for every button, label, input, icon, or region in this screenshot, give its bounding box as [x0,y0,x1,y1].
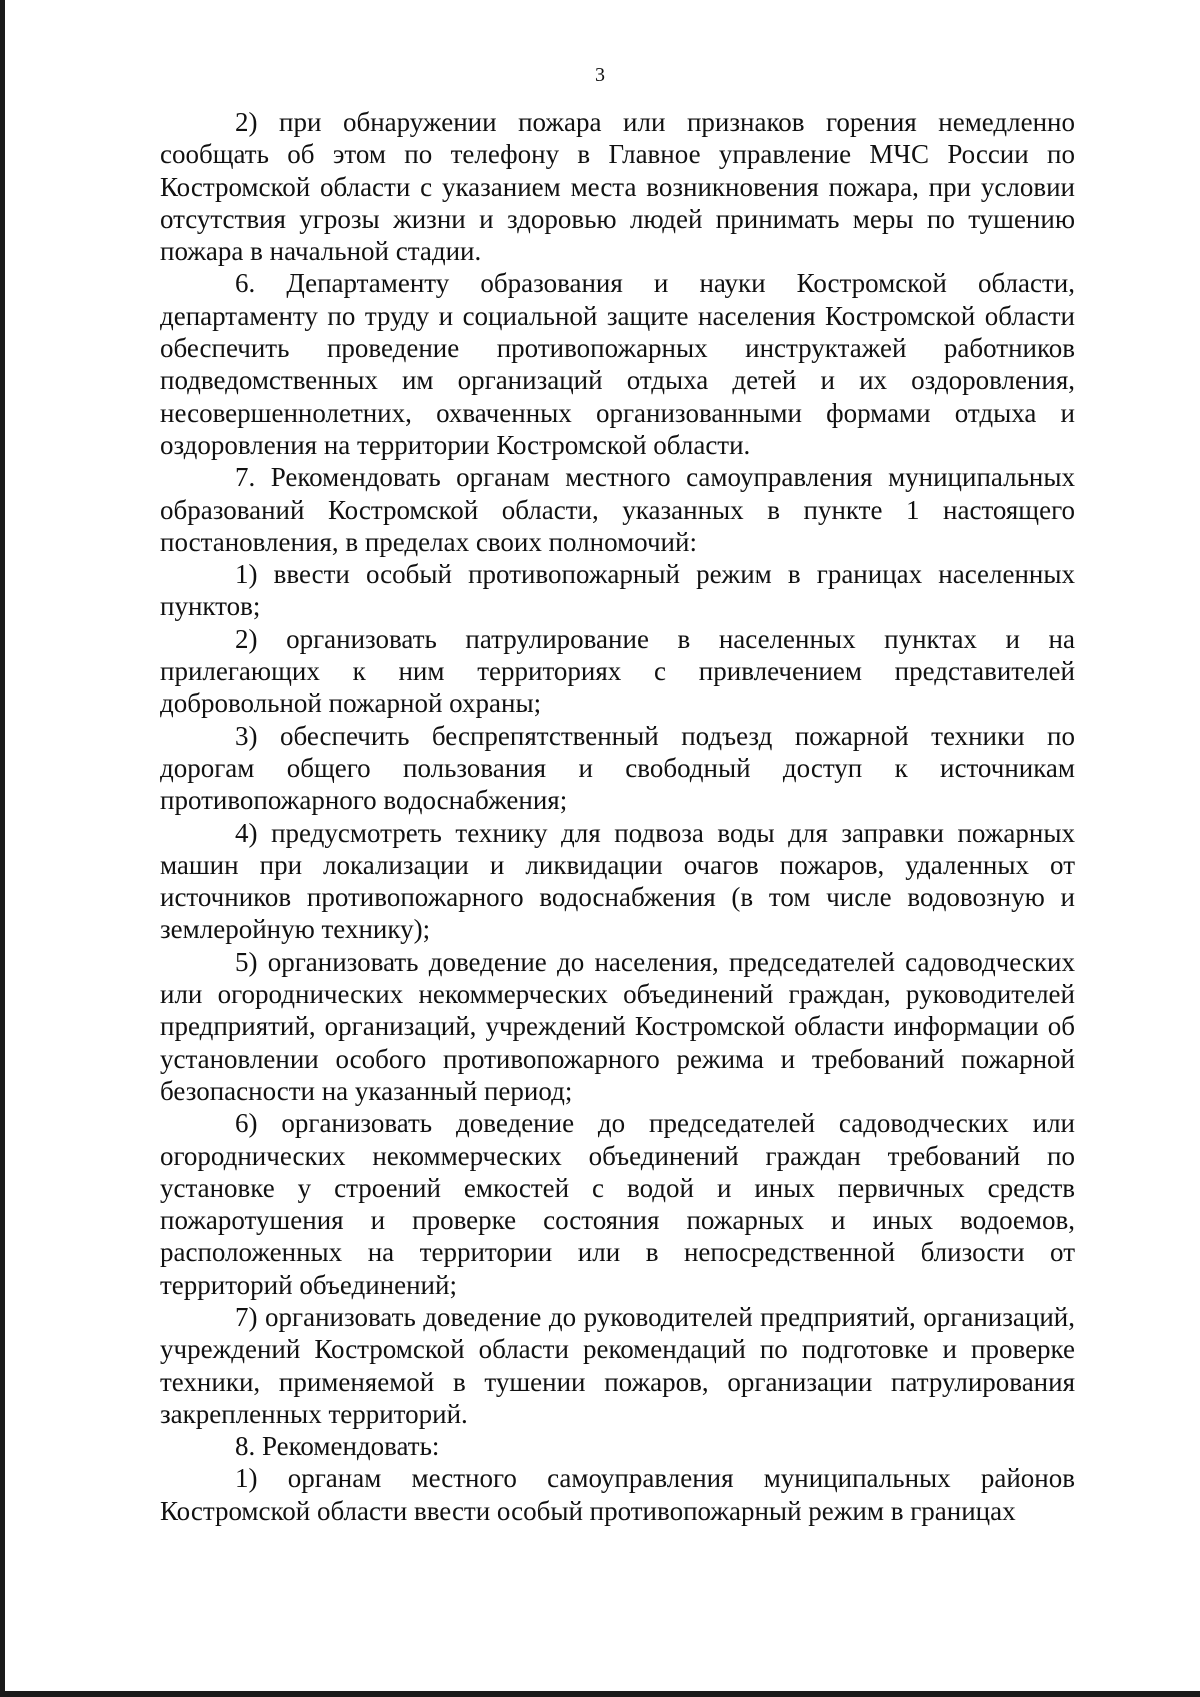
paragraph-7-item-6: 6) организовать доведение до председателей садоводческих или огороднических некоммерческих объединений граждан требований по установке у строений емкостей с водой и иных первичных средств пожаротушения и проверке состояния пожарных и иных водоемов, расположенных на территории или в непосредственной близости от территорий объединений; [160,1108,1075,1300]
page-number: 3 [595,64,605,86]
paragraph-8-item-1: 1) органам местного самоуправления муниципальных районов Костромской области ввести особый противопожарный режим в границах [160,1463,1075,1526]
paragraph-7-item-4: 4) предусмотреть технику для подвоза воды для заправки пожарных машин при локализации и ликвидации очагов пожаров, удаленных от источников противопожарного водоснабжения (в том числе водовозную и землеройную технику); [160,817,1075,945]
paragraph-7-item-7: 7) организовать доведение до руководителей предприятий, организаций, учреждений Костромской области рекомендаций по подготовке и проверке техники, применяемой в тушении пожаров, организации патрулирования закрепленных территорий. [160,1301,1075,1429]
paragraph-7-recommendation: 7. Рекомендовать органам местного самоуправления муниципальных образований Костромской области, указанных в пункте 1 настоящего постановления, в пределах своих полномочий: [160,462,1075,557]
scan-edge-left [0,0,5,1697]
paragraph-2-fire-reporting: 2) при обнаружении пожара или признаков горения немедленно сообщать об этом по телефону в Главное управление МЧС России по Костромской области с указанием места возникновения пожара, при условии отсутствия угрозы жизни и здоровью людей принимать меры по тушению пожара в начальной стадии. [160,107,1075,267]
paragraph-8-recommendation: 8. Рекомендовать: [235,1431,440,1462]
paragraph-7-item-2: 2) организовать патрулирование в населенных пунктах и на прилегающих к ним территориях с привлечением представителей добровольной пожарной охраны; [160,623,1075,719]
paragraph-6-education-department: 6. Департаменту образования и науки Костромской области, департаменту по труду и социальной защите населения Костромской области обеспечить проведение противопожарных инструктажей работников подведомственных им организаций отдыха детей и их оздоровления, несовершеннолетних, охваченных организованными формами отдыха и оздоровления на территории Костромской области. [160,268,1075,460]
paragraph-7-item-5: 5) организовать доведение до населения, председателей садоводческих или огороднических некоммерческих объединений граждан, руководителей предприятий, организаций, учреждений Костромской области информации об установлении особого противопожарного режима и требований пожарной безопасности на указанный период; [160,946,1075,1106]
document-body [160,106,1075,1527]
scan-edge-bottom [0,1691,1200,1697]
paragraph-7-item-1: 1) ввести особый противопожарный режим в границах населенных пунктов; [160,559,1075,622]
paragraph-7-item-3: 3) обеспечить беспрепятственный подъезд пожарной техники по дорогам общего пользования и свободный доступ к источникам противопожарного водоснабжения; [160,720,1075,816]
